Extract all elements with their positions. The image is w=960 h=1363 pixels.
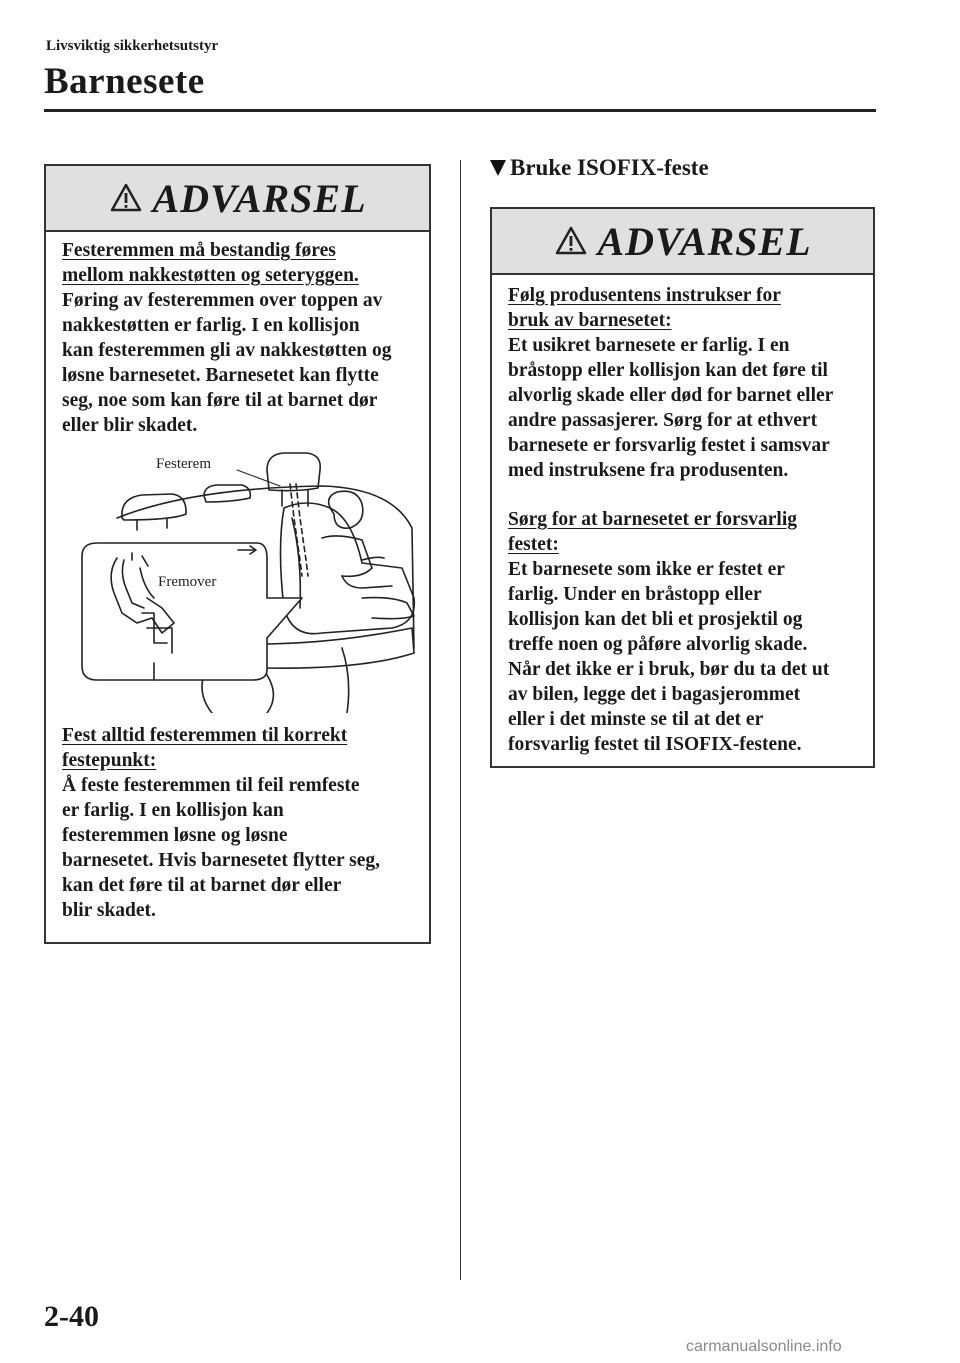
warning-text-line: Et usikret barnesete er farlig. I en bbox=[508, 335, 790, 356]
warning-text-line: treffe noen og påføre alvorlig skade. bbox=[508, 634, 808, 655]
warning-lead-line: Sørg for at barnesetet er forsvarlig bbox=[508, 509, 797, 530]
warning-header bbox=[46, 166, 429, 232]
paragraph-gap bbox=[508, 483, 857, 507]
warning-text-line: forsvarlig festet til ISOFIX-festene. bbox=[508, 734, 802, 755]
tether-strap-illustration bbox=[62, 448, 417, 713]
warning-text-line: barnesetet. Hvis barnesetet flytter seg, bbox=[62, 850, 381, 871]
warning-text-line: Når det ikke er i bruk, bør du ta det ut bbox=[508, 659, 830, 680]
warning-text-line: bråstopp eller kollisjon kan det føre til bbox=[508, 360, 828, 381]
column-divider bbox=[460, 160, 461, 1280]
warning-text-line: Føring av festeremmen over toppen av bbox=[62, 290, 383, 311]
warning-text-line: eller i det minste se til at det er bbox=[508, 709, 764, 730]
warning-box-left bbox=[44, 164, 431, 944]
page-number: 2-40 bbox=[44, 1300, 99, 1333]
warning-text-line: nakkestøtten er farlig. I en kollisjon bbox=[62, 315, 360, 336]
warning-text-line: farlig. Under en bråstopp eller bbox=[508, 584, 762, 605]
warning-text-line: festeremmen løsne og løsne bbox=[62, 825, 288, 846]
warning-text-line: Å feste festeremmen til feil remfeste bbox=[62, 775, 360, 796]
warning-title: ADVARSEL bbox=[152, 175, 367, 221]
page-title: Barnesete bbox=[44, 61, 205, 102]
warning-lead-line: Følg produsentens instrukser for bbox=[508, 285, 781, 306]
warning-lead-line: Fest alltid festeremmen til korrekt bbox=[62, 725, 348, 746]
strap-label: Festerem bbox=[156, 456, 211, 472]
warning-lead-line: Festeremmen må bestandig føres bbox=[62, 240, 336, 261]
triangle-down-icon bbox=[490, 160, 506, 176]
warning-text-line: andre passasjerer. Sørg for at ethvert bbox=[508, 410, 818, 431]
warning-title: ADVARSEL bbox=[597, 218, 812, 264]
section-label: Livsviktig sikkerhetsutstyr bbox=[46, 38, 219, 54]
warning-text-line: kan det føre til at barnet dør eller bbox=[62, 875, 342, 896]
warning-text-line: kan festeremmen gli av nakkestøtten og bbox=[62, 340, 392, 361]
warning-lead-line: festepunkt: bbox=[62, 750, 157, 771]
warning-triangle-icon bbox=[109, 182, 143, 214]
warning-text-line: med instruksene fra produsenten. bbox=[508, 460, 789, 481]
child-seat-drawing bbox=[62, 448, 417, 713]
section-heading-text: Bruke ISOFIX-feste bbox=[510, 155, 709, 180]
warning-text-line: er farlig. I en kollisjon kan bbox=[62, 800, 284, 821]
title-rule bbox=[44, 109, 876, 112]
warning-lead-line: bruk av barnesetet: bbox=[508, 310, 672, 331]
warning-header bbox=[492, 209, 873, 275]
warning-triangle-icon bbox=[554, 225, 588, 257]
warning-text-line: eller blir skadet. bbox=[62, 415, 198, 436]
warning-text-line: løsne barnesetet. Barnesetet kan flytte bbox=[62, 365, 379, 386]
warning-text-line: alvorlig skade eller død for barnet eller bbox=[508, 385, 834, 406]
section-heading bbox=[490, 155, 709, 181]
watermark: carmanualsonline.info bbox=[686, 1338, 842, 1355]
warning-lead-line: festet: bbox=[508, 534, 559, 555]
warning-text-line: barnesete er forsvarlig festet i samsvar bbox=[508, 435, 830, 456]
warning-box-right bbox=[490, 207, 875, 768]
warning-lead-line: mellom nakkestøtten og seteryggen. bbox=[62, 265, 359, 286]
warning-text-line: seg, noe som kan føre til at barnet dør bbox=[62, 390, 378, 411]
warning-text-line: av bilen, legge det i bagasjerommet bbox=[508, 684, 801, 705]
warning-text-line: Et barnesete som ikke er festet er bbox=[508, 559, 785, 580]
warning-text-line: kollisjon kan det bli et prosjektil og bbox=[508, 609, 803, 630]
warning-text-line: blir skadet. bbox=[62, 900, 156, 921]
forward-label: Fremover bbox=[158, 574, 217, 590]
